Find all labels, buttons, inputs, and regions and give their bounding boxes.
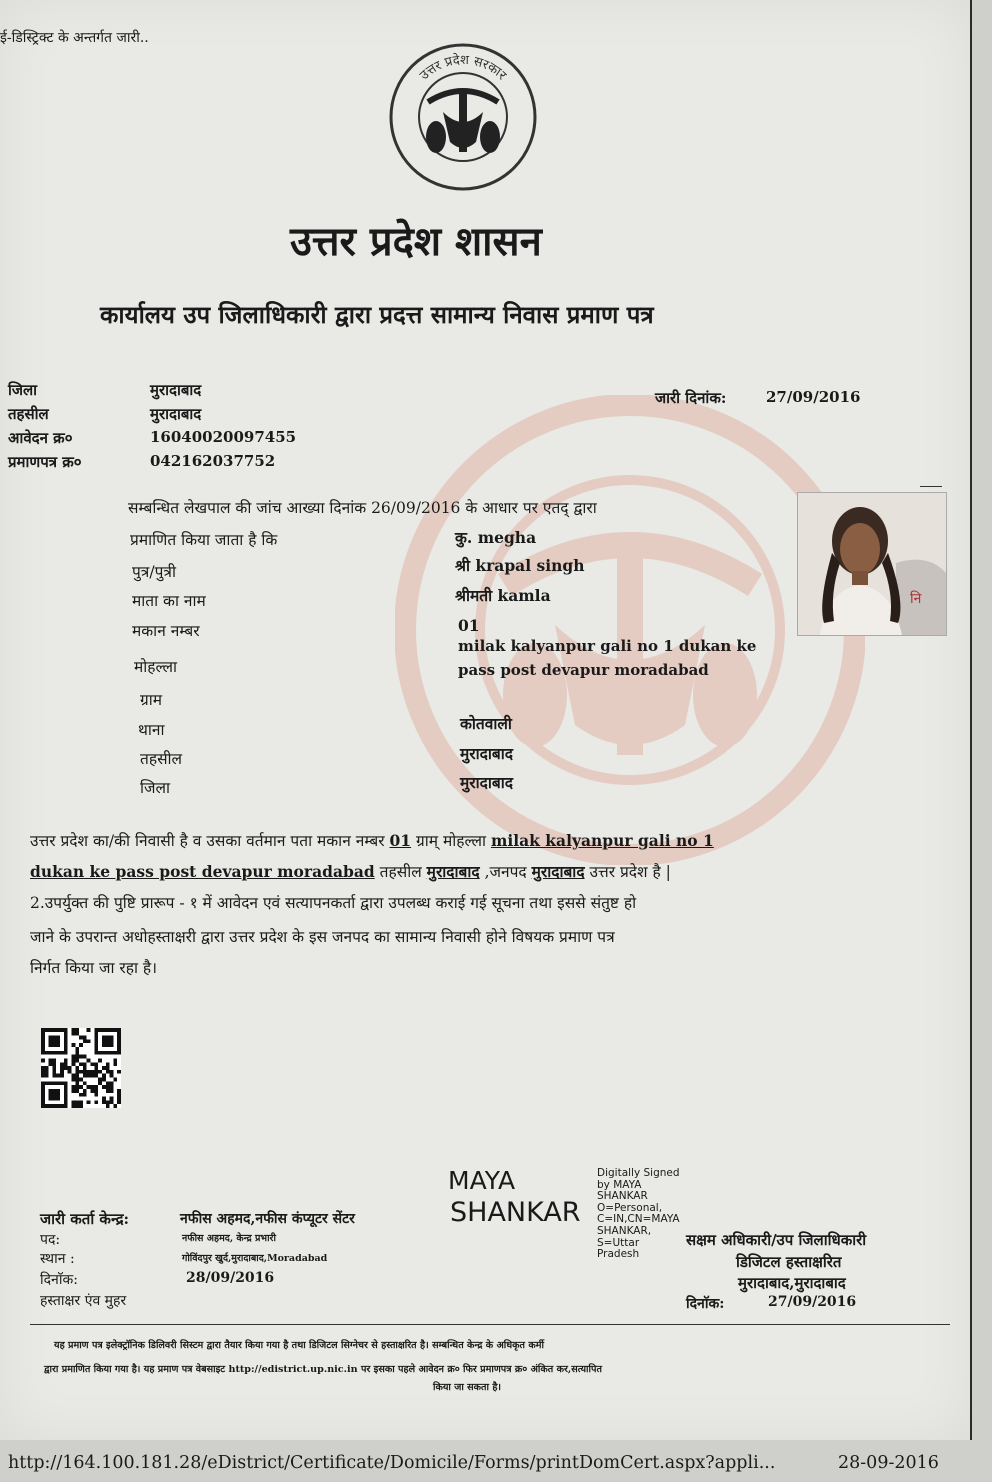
field-value-father: श्री krapal singh <box>455 556 585 575</box>
meta-label-certificate-no: प्रमाणपत्र क्र० <box>8 453 82 471</box>
authority-line1: सक्षम अधिकारी/उप जिलाधिकारी <box>686 1231 867 1249</box>
authority-date-value: 27/09/2016 <box>768 1294 857 1310</box>
meta-value-district: मुरादाबाद <box>150 381 202 399</box>
issuer-date-value: 28/09/2016 <box>186 1270 275 1286</box>
issuer-post-value: नफीस अहमद, केन्द्र प्रभारी <box>182 1233 276 1244</box>
digital-signature-details: Digitally Signed by MAYA SHANKAR O=Personal, C=IN,CN=MAYA SHANKAR, S=Uttar Pradesh <box>597 1167 680 1261</box>
field-value-mother: श्रीमती kamla <box>455 586 551 605</box>
state-emblem-seal <box>388 42 538 192</box>
footer-note-line1: यह प्रमाण पत्र इलेक्ट्रॉनिक डिलिवरी सिस्टम द्वारा तैयार किया गया है तथा डिजिटल सिग्नेचर से हस्ताक्षरित है। सम्बन्धित केन्द्र के अधिकृत कर्मी <box>54 1340 544 1351</box>
field-label-house-no: मकान नम्बर <box>132 622 200 640</box>
field-label-police-station: थाना <box>138 721 165 739</box>
svg-text:उत्तर प्रदेश सरकार: उत्तर प्रदेश सरकार <box>417 52 509 84</box>
meta-value-tehsil: मुरादाबाद <box>150 405 202 423</box>
confirmation-line1: 2.उपर्युक्त की पुष्टि प्रारूप - १ में आवेदन एवं सत्यापनकर्ता द्वारा उपलब्ध कराई गई सूचना तथा इससे संतुष्ट हो <box>30 894 637 912</box>
issue-date: 27/09/2016 <box>766 388 861 406</box>
intro-line: सम्बन्धित लेखपाल की जांच आख्या दिनांक 26/09/2016 के आधार पर एतद् द्वारा <box>128 499 597 517</box>
field-value-mohalla-line2: pass post devapur moradabad <box>458 661 709 679</box>
authority-line2: डिजिटल हस्ताक्षरित <box>736 1253 842 1271</box>
footer-note-line2: द्वारा प्रमाणित किया गया है। यह प्रमाण पत्र वेबसाइट http://edistrict.up.nic.in पर इसका पहले आवेदन क्र० फिर प्रमाणपत्र क्र० अंकित कर,सत्यापित <box>44 1364 602 1375</box>
residence-line2: dukan ke pass post devapur moradabad तहसील मुरादाबाद ,जनपद मुरादाबाद उत्तर प्रदेश है | <box>30 862 671 881</box>
issuer-sign-label: हस्ताक्षर एंव मुहर <box>40 1293 127 1309</box>
issuer-center-value: नफीस अहमद,नफीस कंप्यूटर सेंटर <box>180 1211 355 1227</box>
header-note: ई-डिस्ट्रिक्ट के अन्तर्गत जारी.. <box>0 30 149 46</box>
field-label-tehsil: तहसील <box>140 750 183 768</box>
issuer-place-label: स्थान : <box>40 1251 75 1267</box>
government-title: उत्तर प्रदेश शासन <box>290 219 542 265</box>
field-label-certified: प्रमाणित किया जाता है कि <box>130 531 278 549</box>
confirmation-line3: निर्गत किया जा रहा है। <box>30 959 158 977</box>
issuer-place-value: गोविंदपुर खुर्द,मुरादाबाद,Moradabad <box>182 1253 328 1264</box>
issuer-post-label: पद: <box>40 1232 61 1248</box>
certificate-title: कार्यालय उप जिलाधिकारी द्वारा प्रदत्त सामान्य निवास प्रमाण पत्र <box>100 301 654 329</box>
meta-label-tehsil: तहसील <box>8 405 49 423</box>
print-url: http://164.100.181.28/eDistrict/Certificate/Domicile/Forms/printDomCert.aspx?appli... <box>8 1453 776 1473</box>
issuer-date-label: दिनाॅक: <box>40 1272 78 1288</box>
applicant-photo <box>797 492 947 636</box>
issuer-center-label: जारी कर्ता केन्द्र: <box>40 1210 130 1228</box>
field-label-child-of: पुत्र/पुत्री <box>132 563 176 581</box>
field-value-house-no: 01 <box>458 616 480 635</box>
svg-text:नि: नि <box>910 591 922 607</box>
meta-value-application-no: 16040020097455 <box>150 428 297 446</box>
meta-label-application-no: आवेदन क्र० <box>8 429 73 447</box>
field-label-district: जिला <box>140 779 171 797</box>
field-value-mohalla-line1: milak kalyanpur gali no 1 dukan ke <box>458 637 757 655</box>
meta-label-district: जिला <box>8 381 38 399</box>
signature-name-line2: SHANKAR <box>450 1197 581 1228</box>
field-value-name: कु. megha <box>455 528 537 547</box>
qr-code <box>40 1028 122 1108</box>
field-value-tehsil: मुरादाबाद <box>460 744 513 763</box>
meta-value-certificate-no: 042162037752 <box>150 452 276 470</box>
field-value-police-station: कोतवाली <box>460 714 512 733</box>
authority-date-label: दिनाॅक: <box>686 1296 725 1312</box>
field-value-district: मुरादाबाद <box>460 773 513 792</box>
residence-line1: उत्तर प्रदेश का/की निवासी है व उसका वर्तमान पता मकान नम्बर 01 ग्राम् मोहल्ला milak kalyanpur gali no 1 <box>30 831 714 850</box>
footer-note-line3: किया जा सकता है। <box>433 1382 502 1393</box>
issue-date-label: जारी दिनांक: <box>655 389 727 407</box>
authority-line3: मुरादाबाद,मुरादाबाद <box>738 1274 846 1292</box>
field-label-mohalla: मोहल्ला <box>134 658 178 676</box>
signature-name-line1: MAYA <box>448 1166 516 1195</box>
field-label-village: ग्राम <box>140 691 163 709</box>
print-date: 28-09-2016 <box>838 1453 939 1473</box>
confirmation-line2: जाने के उपरान्त अधोहस्ताक्षरी द्वारा उत्तर प्रदेश के इस जनपद का सामान्य निवासी होने विषयक प्रमाण पत्र <box>30 928 615 946</box>
field-label-mother: माता का नाम <box>132 592 206 610</box>
